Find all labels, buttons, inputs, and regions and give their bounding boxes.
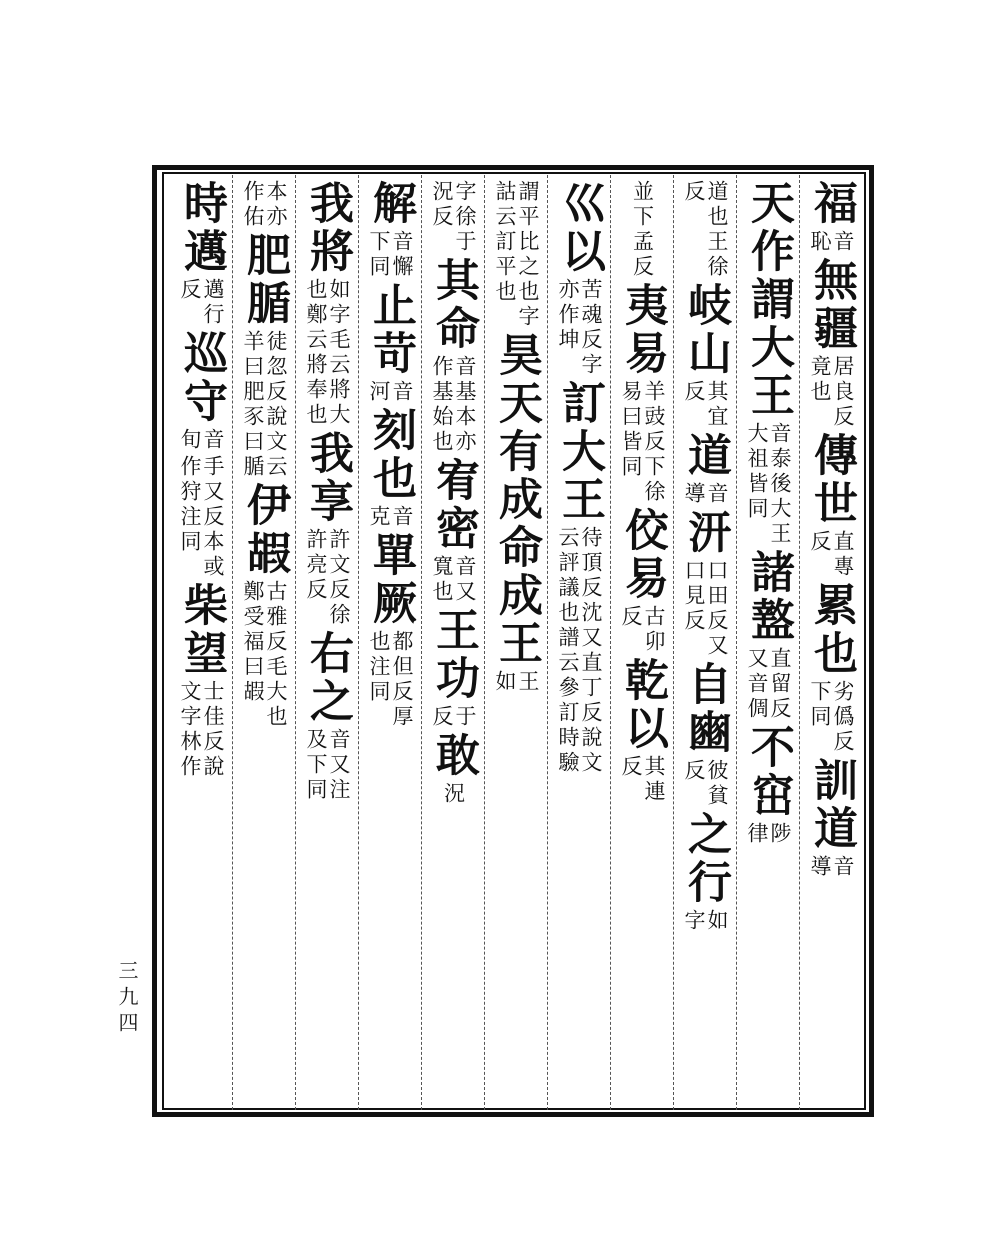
headword bbox=[617, 507, 668, 603]
column-rule bbox=[610, 175, 612, 1110]
annotation-left-line: 羊曰肥豕曰腯 bbox=[241, 330, 265, 480]
annotation bbox=[431, 705, 475, 730]
headword-text: 止苛 bbox=[365, 282, 416, 378]
annotation-left-line: 云評議也譜云參訂時驗 bbox=[556, 526, 580, 776]
headword-text: 解 bbox=[365, 180, 416, 228]
headword bbox=[428, 257, 479, 353]
annotation bbox=[179, 428, 223, 453]
headword-text: 時邁 bbox=[176, 180, 227, 276]
column-rule bbox=[484, 175, 486, 1110]
annotation-right-line: 古雅反毛大也 bbox=[264, 580, 288, 730]
annotation-right-line: 都但反厚 bbox=[390, 630, 414, 730]
headword bbox=[680, 509, 731, 557]
annotation-right-line: 其連 bbox=[642, 755, 666, 805]
annotation-right-line: 如 bbox=[705, 909, 729, 934]
annotation bbox=[443, 782, 464, 807]
headword-text: 宥密 bbox=[428, 457, 479, 553]
annotation-right-line: 古卯 bbox=[642, 605, 666, 655]
headword-text: 傳世 bbox=[806, 432, 857, 528]
headword-text: 肥腯 bbox=[239, 232, 290, 328]
annotation-left-line: 反 bbox=[682, 380, 706, 405]
annotation-left-line: 導 bbox=[682, 482, 706, 507]
annotation-left-line: 導 bbox=[808, 855, 832, 880]
annotation-left-line: 下同 bbox=[367, 230, 391, 280]
annotation bbox=[242, 330, 286, 480]
annotation bbox=[179, 278, 223, 328]
headword bbox=[302, 630, 353, 726]
annotation bbox=[809, 855, 853, 880]
headword bbox=[365, 407, 416, 503]
annotation bbox=[683, 559, 727, 659]
annotation bbox=[683, 380, 727, 430]
headword-text: 昊天有成命成王 bbox=[491, 332, 542, 668]
column-rule bbox=[736, 175, 738, 1110]
headword bbox=[806, 180, 857, 228]
headword bbox=[176, 330, 227, 426]
annotation-right-line: 音 bbox=[390, 380, 414, 405]
headword-text: 無疆 bbox=[806, 257, 857, 353]
annotation-left-line: 易曰皆同 bbox=[619, 380, 643, 480]
annotation bbox=[242, 180, 286, 230]
annotation-right-line: 陟 bbox=[768, 822, 792, 847]
headword bbox=[743, 549, 794, 645]
text-column bbox=[739, 180, 797, 1100]
annotation-right-line: 音又注 bbox=[327, 728, 351, 803]
annotation-left-line: 反 bbox=[619, 755, 643, 780]
annotation-right-line: 劣僞反 bbox=[831, 680, 855, 755]
annotation-left-line: 也注同 bbox=[367, 630, 391, 705]
annotation-left-line: 況反 bbox=[430, 180, 454, 230]
headword-text: 佼易 bbox=[617, 507, 668, 603]
headword-text: 道 bbox=[680, 432, 731, 480]
headword bbox=[680, 661, 731, 757]
headword-text: 巡守 bbox=[176, 330, 227, 426]
text-column bbox=[676, 180, 734, 1100]
annotation bbox=[368, 380, 412, 405]
annotation bbox=[620, 755, 664, 805]
annotation bbox=[305, 278, 349, 428]
headword-text: 訓道 bbox=[806, 757, 857, 853]
annotation bbox=[431, 180, 475, 255]
annotation-left-line: 也鄭云將奉也 bbox=[304, 278, 328, 428]
headword bbox=[617, 282, 668, 378]
annotation-left-line: 寬也 bbox=[430, 555, 454, 605]
annotation-left-line: 作基始也 bbox=[430, 355, 454, 455]
headword-text: 敢 bbox=[428, 732, 479, 780]
headword bbox=[806, 757, 857, 853]
annotation-right-line: 王 bbox=[516, 670, 540, 695]
annotation-right-line: 況 bbox=[441, 782, 466, 807]
annotation-right-line: 直專 bbox=[831, 530, 855, 580]
text-column bbox=[613, 180, 671, 1100]
headword bbox=[365, 532, 416, 628]
headword-text: 福 bbox=[806, 180, 857, 228]
annotation-right-line: 士佳反說 bbox=[201, 680, 225, 780]
text-column bbox=[424, 180, 482, 1100]
annotation bbox=[557, 278, 601, 378]
annotation bbox=[368, 505, 412, 530]
headword bbox=[176, 582, 227, 678]
annotation-right-line: 手又反本或 bbox=[201, 455, 225, 580]
annotation bbox=[305, 528, 349, 628]
text-column bbox=[235, 180, 293, 1100]
annotation-right-line: 音 bbox=[201, 428, 225, 453]
headword bbox=[302, 430, 353, 526]
annotation-right-line: 于 bbox=[453, 705, 477, 730]
annotation-left-line: 又音倜 bbox=[745, 647, 769, 722]
annotation-right-line: 徒忽反說文云 bbox=[264, 330, 288, 480]
headword-text: 王功 bbox=[428, 607, 479, 703]
headword bbox=[239, 482, 290, 578]
annotation bbox=[620, 605, 664, 655]
annotation bbox=[368, 630, 412, 730]
headword-text: 訂大王 bbox=[554, 380, 605, 524]
annotation-right-line: 直留反 bbox=[768, 647, 792, 722]
text-column bbox=[298, 180, 356, 1100]
headword-text: 汧 bbox=[680, 509, 731, 557]
annotation bbox=[683, 759, 727, 809]
annotation bbox=[368, 230, 412, 280]
annotation bbox=[632, 180, 653, 280]
headword bbox=[743, 724, 794, 820]
headword bbox=[428, 607, 479, 703]
annotation bbox=[809, 355, 853, 430]
annotation-left-line: 河 bbox=[367, 380, 391, 405]
headword-text: 我將 bbox=[302, 180, 353, 276]
annotation bbox=[305, 728, 349, 803]
annotation-left-line: 作狩注同 bbox=[178, 455, 202, 555]
headword-text: 其命 bbox=[428, 257, 479, 353]
annotation-right-line: 音泰後大王 bbox=[768, 422, 792, 547]
annotation bbox=[683, 180, 727, 280]
column-rule bbox=[232, 175, 234, 1110]
headword-text: 單厥 bbox=[365, 532, 416, 628]
annotation bbox=[620, 380, 664, 505]
annotation-right-line: 許文反徐 bbox=[327, 528, 351, 628]
annotation-left-line: 許亮反 bbox=[304, 528, 328, 603]
annotation-right-line: 待頂反沈又直丁反說文 bbox=[579, 526, 603, 776]
annotation-left-line: 口見反 bbox=[682, 559, 706, 634]
annotation-left-line: 文字林作 bbox=[178, 680, 202, 780]
annotation bbox=[494, 670, 538, 695]
headword bbox=[680, 432, 731, 480]
annotation-left-line: 反 bbox=[682, 180, 706, 205]
annotation-right-line: 道也王徐 bbox=[705, 180, 729, 280]
annotation-left-line: 反 bbox=[619, 605, 643, 630]
annotation-right-line: 邁行 bbox=[201, 278, 225, 328]
headword-text: 不窋 bbox=[743, 724, 794, 820]
annotation bbox=[809, 530, 853, 580]
headword-text: 岐山 bbox=[680, 282, 731, 378]
text-column bbox=[550, 180, 608, 1100]
annotation-left-line: 詁云訂平也 bbox=[493, 180, 517, 305]
column-rule bbox=[295, 175, 297, 1110]
annotation-right-line: 並下孟反 bbox=[630, 180, 655, 280]
annotation-left-line: 下同 bbox=[808, 680, 832, 730]
annotation-right-line: 音懈 bbox=[390, 230, 414, 280]
annotation-left-line: 鄭受福曰嘏 bbox=[241, 580, 265, 705]
column-rule bbox=[358, 175, 360, 1110]
annotation bbox=[179, 455, 223, 580]
headword bbox=[428, 732, 479, 780]
annotation-left-line: 字 bbox=[682, 909, 706, 934]
headword-text: 諸盩 bbox=[743, 549, 794, 645]
annotation bbox=[809, 680, 853, 755]
headword-text: 之行 bbox=[680, 811, 731, 907]
annotation-left-line: 旬 bbox=[178, 428, 202, 453]
annotation bbox=[557, 526, 601, 776]
annotation bbox=[683, 482, 727, 507]
annotation-left-line: 亦作坤 bbox=[556, 278, 580, 353]
headword bbox=[176, 180, 227, 276]
headword bbox=[680, 282, 731, 378]
annotation-left-line: 作佑 bbox=[241, 180, 265, 230]
column-rule bbox=[547, 175, 549, 1110]
annotation bbox=[809, 230, 853, 255]
annotation bbox=[746, 822, 790, 847]
headword bbox=[806, 582, 857, 678]
headword bbox=[365, 180, 416, 228]
annotation bbox=[683, 909, 727, 934]
headword bbox=[428, 457, 479, 553]
annotation-left-line: 及下同 bbox=[304, 728, 328, 803]
annotation-left-line: 如 bbox=[493, 670, 517, 695]
annotation bbox=[179, 680, 223, 780]
headword-text: 乾以 bbox=[617, 657, 668, 753]
annotation-left-line: 大祖皆同 bbox=[745, 422, 769, 522]
headword bbox=[680, 811, 731, 907]
annotation bbox=[431, 355, 475, 455]
annotation-right-line: 音 bbox=[831, 230, 855, 255]
column-rule bbox=[673, 175, 675, 1110]
annotation bbox=[494, 180, 538, 330]
headword bbox=[617, 657, 668, 753]
annotation-left-line: 克 bbox=[367, 505, 391, 530]
annotation-right-line: 如字毛云將大 bbox=[327, 278, 351, 428]
headword bbox=[302, 180, 353, 276]
text-column bbox=[172, 180, 230, 1100]
annotation bbox=[242, 580, 286, 730]
headword-text: 伊嘏 bbox=[239, 482, 290, 578]
annotation-left-line: 律 bbox=[745, 822, 769, 847]
column-rule bbox=[421, 175, 423, 1110]
annotation-right-line: 口田反又 bbox=[705, 559, 729, 659]
annotation-right-line: 音 bbox=[831, 855, 855, 880]
headword-text: 刻也 bbox=[365, 407, 416, 503]
headword bbox=[806, 432, 857, 528]
headword bbox=[365, 282, 416, 378]
headword-text: 累也 bbox=[806, 582, 857, 678]
annotation-right-line: 字徐于 bbox=[453, 180, 477, 255]
annotation bbox=[431, 555, 475, 605]
annotation-left-line: 反 bbox=[178, 278, 202, 303]
annotation-right-line: 謂平比之也字 bbox=[516, 180, 540, 330]
headword bbox=[743, 180, 794, 420]
headword-text: 右之 bbox=[302, 630, 353, 726]
annotation bbox=[746, 647, 790, 722]
headword bbox=[806, 257, 857, 353]
headword bbox=[554, 180, 605, 276]
annotation-right-line: 音又 bbox=[453, 555, 477, 605]
annotation-left-line: 竟也 bbox=[808, 355, 832, 405]
text-column bbox=[802, 180, 860, 1100]
headword bbox=[239, 232, 290, 328]
headword-text: 巛以 bbox=[554, 180, 605, 276]
headword-text: 天作謂大王 bbox=[743, 180, 794, 420]
annotation-right-line: 羊豉反下徐 bbox=[642, 380, 666, 505]
annotation-left-line: 反 bbox=[682, 759, 706, 784]
annotation-right-line: 本亦 bbox=[264, 180, 288, 230]
headword-text: 柴望 bbox=[176, 582, 227, 678]
annotation-left-line: 反 bbox=[430, 705, 454, 730]
annotation-right-line: 音基本亦 bbox=[453, 355, 477, 455]
annotation-right-line: 音 bbox=[390, 505, 414, 530]
annotation-left-line: 反 bbox=[808, 530, 832, 555]
annotation bbox=[746, 422, 790, 547]
page-number: 三九四 bbox=[115, 960, 139, 1038]
text-column bbox=[487, 180, 545, 1100]
annotation-right-line: 苦魂反字 bbox=[579, 278, 603, 378]
headword-text: 我享 bbox=[302, 430, 353, 526]
annotation-right-line: 彼貧 bbox=[705, 759, 729, 809]
column-rule bbox=[799, 175, 801, 1110]
annotation-left-line: 恥 bbox=[808, 230, 832, 255]
headword bbox=[491, 332, 542, 668]
annotation-right-line: 居良反 bbox=[831, 355, 855, 430]
annotation-right-line: 音 bbox=[705, 482, 729, 507]
annotation-right-line: 其宜 bbox=[705, 380, 729, 430]
headword bbox=[554, 380, 605, 524]
headword-text: 夷易 bbox=[617, 282, 668, 378]
headword-text: 自豳 bbox=[680, 661, 731, 757]
text-column bbox=[361, 180, 419, 1100]
